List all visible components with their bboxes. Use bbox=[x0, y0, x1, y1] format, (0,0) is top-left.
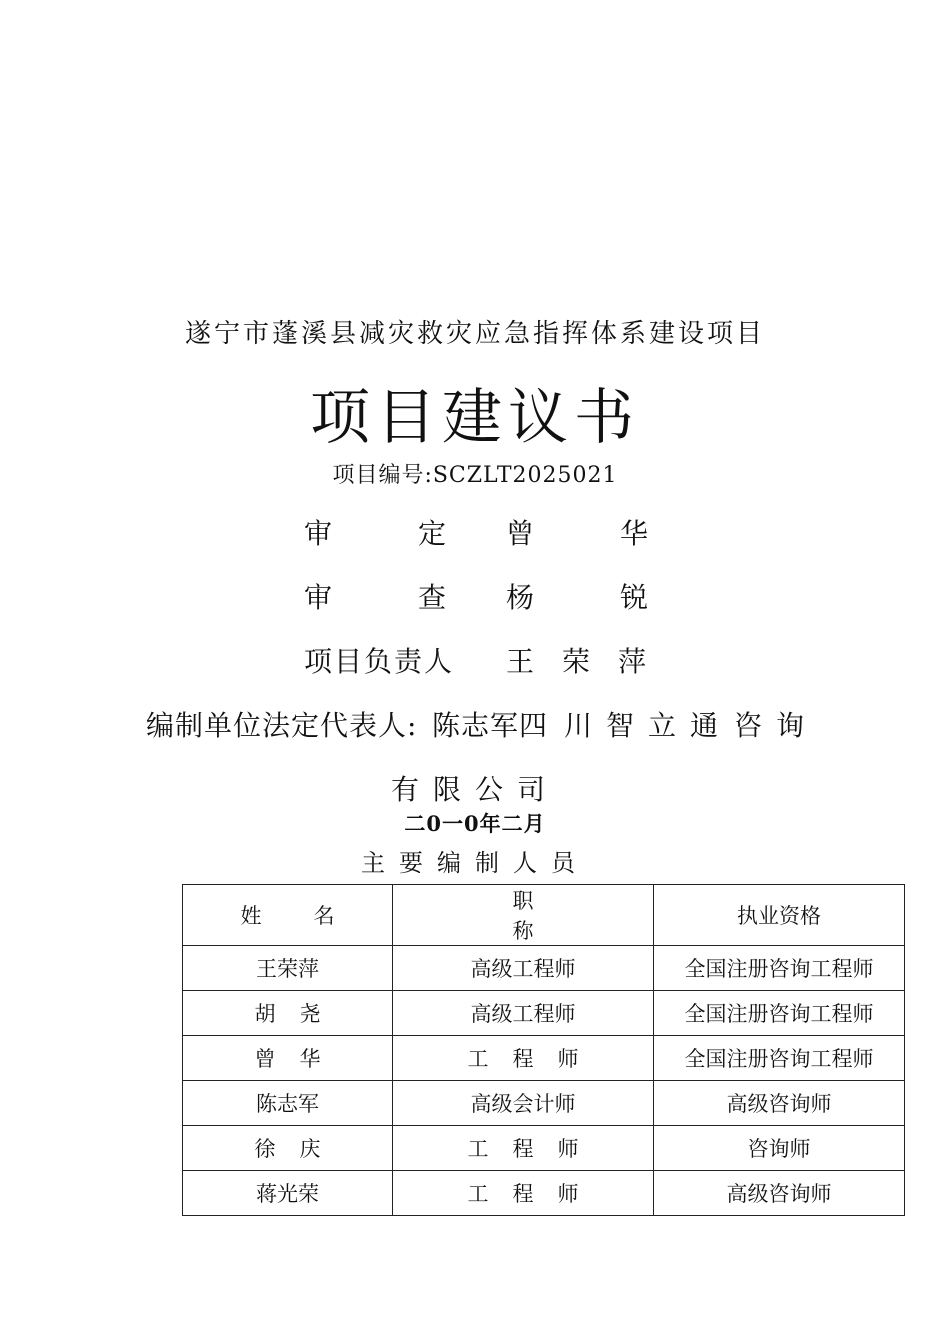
table-row bbox=[183, 1171, 905, 1216]
table-row bbox=[183, 946, 905, 991]
company-name-char: 询 bbox=[776, 709, 805, 742]
staff-table bbox=[182, 884, 905, 1216]
table-row bbox=[183, 991, 905, 1036]
staff-name: 蒋光荣 bbox=[183, 1171, 393, 1216]
approver-label-char: 审 bbox=[304, 517, 333, 550]
reviewer-label-char: 查 bbox=[418, 581, 447, 614]
staff-heading: 主要编制人员 bbox=[361, 849, 589, 877]
table-row bbox=[183, 1081, 905, 1126]
project-leader-label: 项目负责人 bbox=[304, 645, 455, 678]
company-name-char: 智 bbox=[606, 709, 635, 742]
staff-name: 陈志军 bbox=[183, 1081, 393, 1126]
project-leader-name-char: 王 bbox=[506, 645, 535, 678]
reviewer-name-char: 锐 bbox=[620, 581, 649, 614]
company-name-char: 川 bbox=[564, 709, 593, 742]
column-header-name: 姓名 bbox=[183, 885, 393, 946]
company-name-char: 咨 bbox=[734, 709, 763, 742]
staff-qualification: 全国注册咨询工程师 bbox=[654, 991, 905, 1036]
staff-qualification: 高级咨询师 bbox=[654, 1171, 905, 1216]
approver-name-char: 曾 bbox=[506, 517, 535, 550]
issue-date: 二0一0年二月 bbox=[404, 811, 546, 836]
table-row bbox=[183, 1036, 905, 1081]
staff-qualification: 高级咨询师 bbox=[654, 1081, 905, 1126]
company-name-char: 通 bbox=[690, 709, 719, 742]
staff-name: 曾华 bbox=[183, 1036, 393, 1081]
staff-name: 王荣萍 bbox=[183, 946, 393, 991]
company-name-continued: 有限公司 bbox=[390, 773, 559, 806]
reviewer-label-char: 审 bbox=[304, 581, 333, 614]
column-header-qualification: 执业资格 bbox=[654, 885, 905, 946]
column-header-title: 职称 bbox=[393, 885, 654, 946]
table-row bbox=[183, 1126, 905, 1171]
project-subtitle: 遂宁市蓬溪县减灾救灾应急指挥体系建设项目 bbox=[184, 319, 765, 349]
staff-name: 胡尧 bbox=[183, 991, 393, 1036]
staff-title: 高级工程师 bbox=[393, 946, 654, 991]
company-name-char: 立 bbox=[648, 709, 677, 742]
document-title: 项目建议书 bbox=[310, 383, 640, 453]
reviewer-name-char: 杨 bbox=[506, 581, 535, 614]
table-header-row bbox=[183, 885, 905, 946]
legal-representative-name: 陈志军四 bbox=[432, 709, 549, 742]
project-leader-name-char: 萍 bbox=[618, 645, 647, 678]
staff-title: 高级会计师 bbox=[393, 1081, 654, 1126]
staff-qualification: 全国注册咨询工程师 bbox=[654, 946, 905, 991]
staff-title: 工程师 bbox=[393, 1126, 654, 1171]
legal-representative-label: 编制单位法定代表人: bbox=[146, 709, 418, 742]
approver-label-char: 定 bbox=[418, 517, 447, 550]
project-leader-name-char: 荣 bbox=[562, 645, 591, 678]
staff-qualification: 咨询师 bbox=[654, 1126, 905, 1171]
staff-qualification: 全国注册咨询工程师 bbox=[654, 1036, 905, 1081]
staff-title: 高级工程师 bbox=[393, 991, 654, 1036]
staff-name: 徐庆 bbox=[183, 1126, 393, 1171]
approver-name-char: 华 bbox=[620, 517, 649, 550]
staff-title: 工程师 bbox=[393, 1036, 654, 1081]
project-number: 项目编号:SCZLT2025021 bbox=[332, 463, 618, 488]
staff-title: 工程师 bbox=[393, 1171, 654, 1216]
